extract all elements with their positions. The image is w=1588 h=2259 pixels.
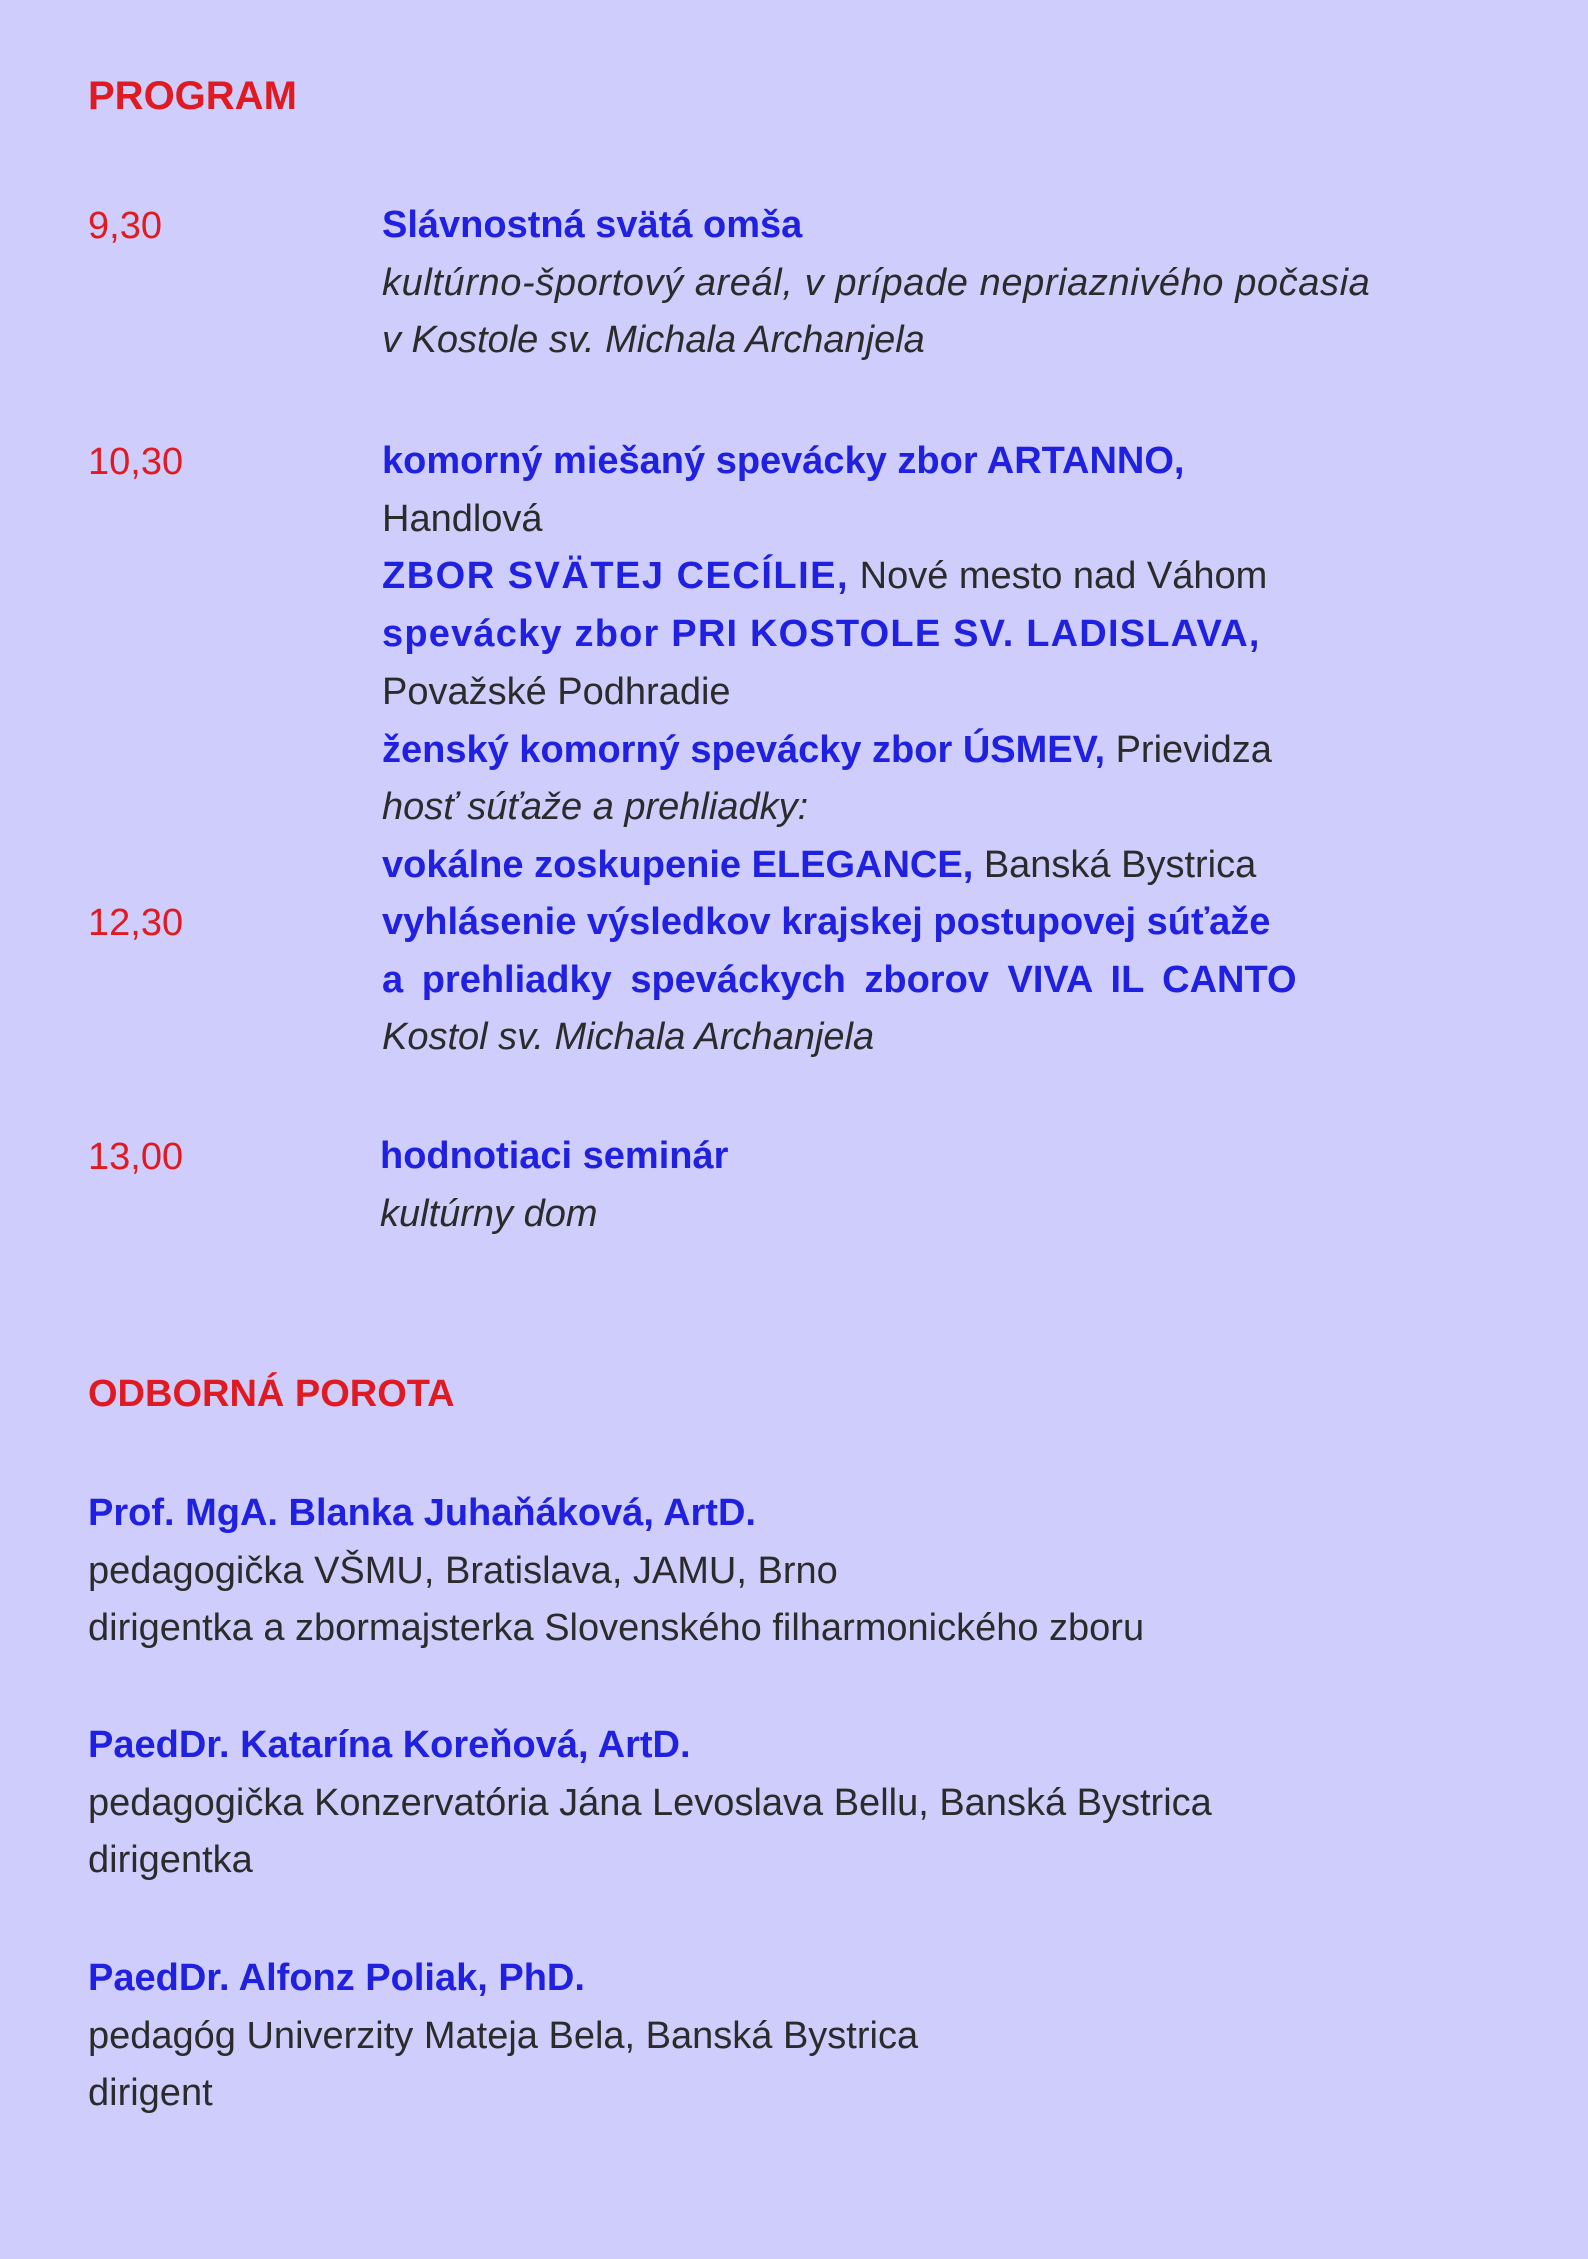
entry-mass	[382, 197, 1522, 370]
jury-member-role: pedagogička Konzervatória Jána Levoslava Bellu, Banská Bystrica	[88, 1781, 1212, 1824]
results-line2: a prehliadky speváckych zborov VIVA IL CANTO	[382, 958, 1297, 1001]
results-line1: vyhlásenie výsledkov krajskej postupovej súťaže	[382, 901, 1271, 943]
entry-seminar	[380, 1128, 1520, 1243]
time-1300: 13,00	[88, 1136, 184, 1178]
jury-member	[88, 1717, 1212, 1890]
jury-member-role: pedagóg Univerzity Mateja Bela, Banská Bystrica	[88, 2014, 919, 2057]
choir-ladislav-name: spevácky zbor PRI KOSTOLE SV. LADISLAVA,	[382, 613, 1261, 656]
jury-member-name: Prof. MgA. Blanka Juhaňáková, ArtD.	[88, 1492, 756, 1534]
guest-elegance	[382, 837, 1522, 895]
choir-ladislav-town: Považské Podhradie	[382, 670, 731, 713]
entry-mass-place-line1: kultúrno-športový areál, v prípade nepriaznivého počasia	[382, 261, 1371, 304]
jury-member-role: dirigent	[88, 2072, 213, 2114]
choir-usmev-town: Prievidza	[1105, 728, 1272, 771]
entry-choirs	[382, 433, 1522, 895]
entry-mass-place-line2: v Kostole sv. Michala Archanjela	[382, 319, 925, 362]
choir-artanno-name: komorný miešaný spevácky zbor ARTANNO,	[382, 440, 1185, 482]
seminar-title: hodnotiaci seminár	[380, 1135, 729, 1177]
choir-cecilia	[382, 548, 1522, 606]
choir-usmev-name: ženský komorný spevácky zbor ÚSMEV,	[382, 728, 1106, 771]
choir-cecilia-town: Nové mesto nad Váhom	[849, 555, 1268, 598]
jury-member	[88, 1950, 918, 2123]
jury-member-name: PaedDr. Katarína Koreňová, ArtD.	[88, 1724, 691, 1766]
program-heading: PROGRAM	[88, 74, 297, 118]
guest-elegance-town: Banská Bystrica	[973, 843, 1257, 886]
time-1030: 10,30	[88, 441, 184, 483]
jury-member	[88, 1485, 1144, 1658]
jury-member-role: pedagogička VŠMU, Bratislava, JAMU, Brno	[88, 1549, 838, 1592]
choir-cecilia-name: ZBOR SVÄTEJ CECÍLIE,	[382, 555, 850, 598]
guest-elegance-name: vokálne zoskupenie ELEGANCE,	[382, 843, 974, 886]
guest-label: hosť súťaže a prehliadky:	[382, 786, 809, 829]
choir-artanno-town: Handlová	[382, 497, 543, 540]
jury-member-name: PaedDr. Alfonz Poliak, PhD.	[88, 1957, 585, 1999]
results-place: Kostol sv. Michala Archanjela	[382, 1016, 875, 1059]
jury-member-role: dirigentka	[88, 1839, 253, 1881]
time-0930: 9,30	[88, 205, 162, 247]
seminar-place: kultúrny dom	[380, 1192, 598, 1235]
jury-member-role: dirigentka a zbormajsterka Slovenského filharmonického zboru	[88, 1607, 1145, 1649]
time-1230: 12,30	[88, 902, 184, 944]
entry-mass-title: Slávnostná svätá omša	[382, 204, 803, 246]
entry-results	[382, 894, 1522, 1067]
jury-heading: ODBORNÁ POROTA	[88, 1373, 455, 1415]
choir-usmev	[382, 722, 1522, 780]
